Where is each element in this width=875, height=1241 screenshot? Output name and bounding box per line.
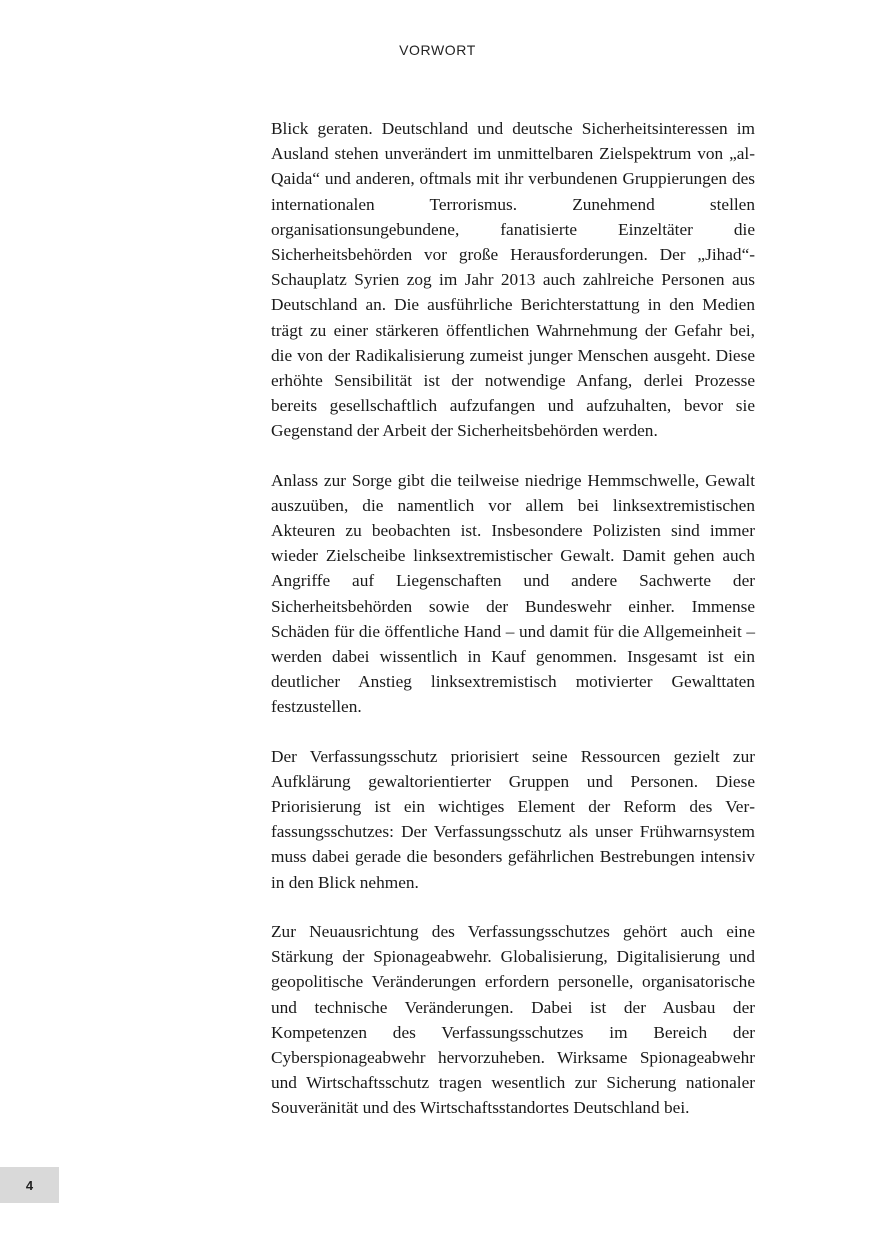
running-header: VORWORT xyxy=(399,42,476,58)
page-number: 4 xyxy=(0,1167,59,1203)
body-text xyxy=(271,116,755,1145)
paragraph: Blick geraten. Deutschland und deutsche Sicherheitsinteressen im Ausland stehen unverändert im unmittelbaren Zielspektrum von „al-Qaida“ und anderen, oftmals mit ihr verbundenen Gruppierungen des internationalen Terrorismus. Zunehmend stellen organisationsungebundene, fanatisierte Einzeltäter die Sicherheitsbehörden vor große Herausforderungen. Der „Jihad“-Schauplatz Syrien zog im Jahr 2013 auch zahlreiche Personen aus Deutschland an. Die ausführliche Berichterstattung in den Medien trägt zu einer stärkeren öffentlichen Wahrnehmung der Gefahr bei, die von der Radikalisierung zumeist junger Menschen ausgeht. Diese erhöhte Sensibilität ist der notwendige Anfang, derlei Prozesse bereits gesellschaftlich aufzufangen und aufzuhalten, bevor sie Gegenstand der Arbeit der Sicherheitsbehörden werden. xyxy=(271,119,755,441)
paragraph: Der Verfassungsschutz priorisiert seine Ressourcen gezielt zur Aufklärung gewaltorientierter Gruppen und Personen. Diese Priorisierung ist ein wichtiges Element der Reform des Verfassungsschutzes: Der Verfassungsschutz als unser Frühwarnsystem muss dabei gerade die besonders gefährlichen Bestrebungen intensiv in den Blick nehmen. xyxy=(271,746,755,892)
paragraph: Anlass zur Sorge gibt die teilweise niedrige Hemmschwelle, Gewalt auszuüben, die namentlich vor allem bei linksextremistischen Akteuren zu beobachten ist. Insbesondere Polizisten sind immer wieder Zielscheibe linksextremistischer Gewalt. Damit gehen auch Angriffe auf Liegenschaften und andere Sachwerte der Sicherheitsbehörden sowie der Bundeswehr einher. Immense Schäden für die öffentliche Hand – und damit für die Allgemeinheit – werden dabei wissentlich in Kauf genommen. Insgesamt ist ein deutlicher Anstieg linksextremistisch motivierter Gewalttaten festzustellen. xyxy=(271,470,755,717)
paragraph: Zur Neuausrichtung des Verfassungsschutzes gehört auch eine Stärkung der Spionageabwehr. Globalisierung, Digitalisierung und geopolitische Veränderungen erfordern personelle, organisatorische und technische Veränderungen. Dabei ist der Ausbau der Kompetenzen des Verfassungsschutzes im Bereich der Cyberspionageabwehr hervorzuheben. Wirksame Spionageabwehr und Wirtschaftsschutz tragen wesentlich zur Sicherung nationaler Souveränität und des Wirtschaftsstandortes Deutschland bei. xyxy=(271,921,755,1118)
